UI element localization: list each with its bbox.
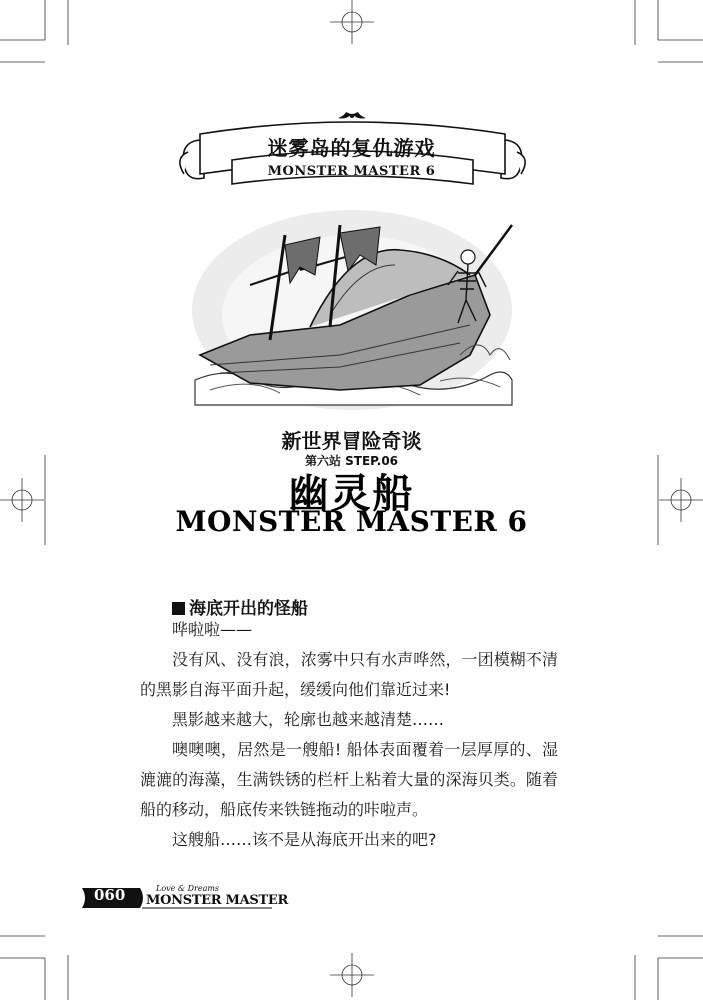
paragraph: 这艘船……该不是从海底开出来的吧? (172, 830, 437, 849)
paragraph: 黑影越来越大，轮廓也越来越清楚…… (172, 710, 445, 729)
chapter-title: 幽灵船 (288, 471, 415, 517)
chapter-step: 第六站 STEP.06 (304, 454, 399, 468)
series-title: 新世界冒险奇谈 (281, 429, 422, 453)
paragraph: 哗啦啦—— (172, 620, 253, 639)
chapter-title-english: MONSTER MASTER 6 (175, 505, 528, 538)
banner-subtitle: MONSTER MASTER 6 (267, 164, 436, 179)
footer-brand: MONSTER MASTER (146, 893, 288, 908)
page-number: 060 (94, 886, 126, 904)
section-heading-text: 海底开出的怪船 (189, 599, 308, 619)
body-text (140, 615, 558, 855)
square-bullet-icon (172, 602, 185, 615)
ghost-ship-illustration (190, 205, 515, 415)
banner-title: 迷雾岛的复仇游戏 (267, 136, 436, 160)
paragraph: 没有风、没有浪，浓雾中只有水声哗然，一团模糊不清的黑影自海平面升起，缓缓向他们靠近过来! (140, 650, 558, 699)
footer-brand-small: Love & Dreams (156, 884, 220, 893)
paragraph: 噢噢噢，居然是一艘船! 船体表面覆着一层厚厚的、湿漉漉的海藻，生满铁锈的栏杆上粘着大量的深海贝类。随着船的移动，船底传来铁链拖动的咔啦声。 (140, 740, 558, 819)
